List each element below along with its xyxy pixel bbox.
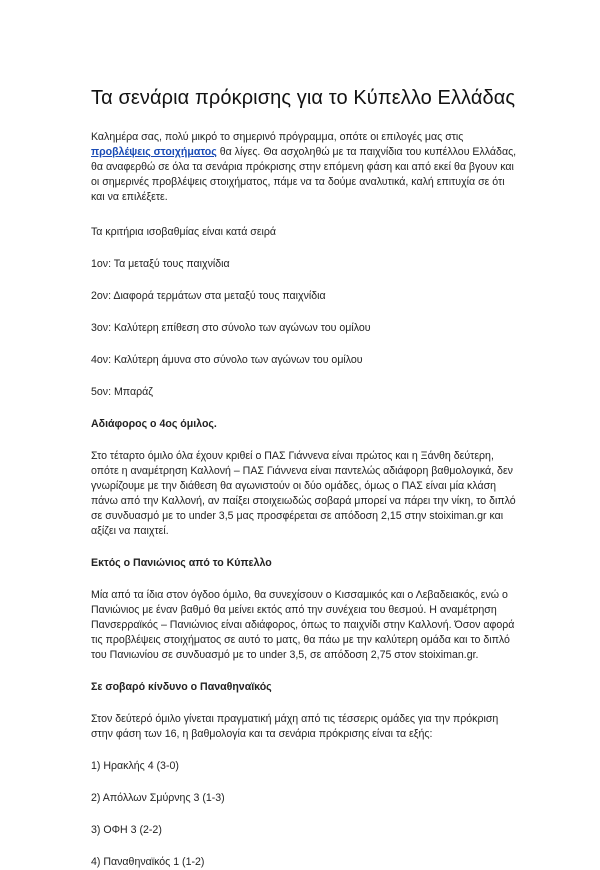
criteria-lead: Τα κριτήρια ισοβαθμίας είναι κατά σειρά xyxy=(91,226,277,238)
section-body: Στο τέταρτο όμιλο όλα έχουν κριθεί ο ΠΑΣ Γιάννενα είναι πρώτος και η Ξάνθη δεύτερη, οπότε η αναμέτρηση Καλλονή – ΠΑΣ Γιάννενα είναι παντελώς αδιάφορη βαθμολογικά, δεν γνωρίζουμε με την διάθεση θα αγωνιστούν οι δύο ομάδες, όμως ο ΠΑΣ είναι μία κλάση πάνω από την Καλλονή, αν παίξει στοιχειωδώς σοβαρά μπορεί να πάρει την νίκη, το διπλό σε συνδυασμό με το under 3,5 μας προσφέρεται σε απόδοση 2,15 στην stoiximan.gr και αξίζει να παιχτεί. xyxy=(91,450,516,537)
standings-item: 4) Παναθηναϊκός 1 (1-2) xyxy=(91,856,205,868)
criteria-item: 2ον: Διαφορά τερμάτων στα μεταξύ τους παιχνίδια xyxy=(91,290,326,302)
intro-text-start: Καλημέρα σας, πολύ μικρό το σημερινό πρόγραμμα, οπότε οι επιλογές μας στις xyxy=(91,131,464,143)
intro-paragraph xyxy=(91,130,520,205)
section-heading: Σε σοβαρό κίνδυνο ο Παναθηναϊκός xyxy=(91,681,272,693)
standings-item: 3) ΟΦΗ 3 (2-2) xyxy=(91,824,162,836)
section-heading: Εκτός ο Πανιώνιος από το Κύπελλο xyxy=(91,557,272,569)
criteria-item: 1ον: Τα μεταξύ τους παιχνίδια xyxy=(91,258,230,270)
intro-text-end: θα λίγες. Θα ασχοληθώ με τα παιχνίδια του κυπέλλου Ελλάδας, θα αναφερθώ σε όλα τα σενάρια πρόκρισης στην επόμενη φάση και από εκεί θα βγουν και οι σημερινές προβλέψεις στοιχήματος, πάμε να τα δούμε αναλυτικά, καλή επιτυχία σε ότι και να επιλέξετε. xyxy=(91,146,517,203)
standings-item: 1) Ηρακλής 4 (3-0) xyxy=(91,760,179,772)
section-body: Μία από τα ίδια στον όγδοο όμιλο, θα συνεχίσουν ο Κισσαμικός και ο Λεβαδειακός, ενώ ο Πανιώνιος με έναν βαθμό θα μείνει εκτός από την συνέχεια του θεσμού. Η αναμέτρηση Πανσερραϊκός – Πανιώνιος είναι αδιάφορος, όπως το παιχνίδι στην Καλλονή. Όσον αφορά τις προβλέψεις στοιχήματος σε αυτό το ματς, θα πάω με την καλύτερη ομάδα και το διπλό του Πανιωνίου σε συνδυασμό με το under 3,5, σε απόδοση 2,75 στον stoiximan.gr. xyxy=(91,589,515,661)
criteria-item: 3ον: Καλύτερη επίθεση στο σύνολο των αγώνων του ομίλου xyxy=(91,322,371,334)
section-body: Στον δεύτερό όμιλο γίνεται πραγματική μάχη από τις τέσσερις ομάδες για την πρόκριση στην φάση των 16, η βαθμολογία και τα σενάρια πρόκρισης είναι τα εξής: xyxy=(91,713,499,740)
standings-item: 2) Απόλλων Σμύρνης 3 (1-3) xyxy=(91,792,225,804)
betting-predictions-link[interactable]: προβλέψεις στοιχήματος xyxy=(91,146,217,158)
section-heading: Αδιάφορος ο 4ος όμιλος. xyxy=(91,418,217,430)
criteria-item: 4ον: Καλύτερη άμυνα στο σύνολο των αγώνων του ομίλου xyxy=(91,354,363,366)
page-title: Τα σενάρια πρόκρισης για το Κύπελλο Ελλάδας xyxy=(91,87,516,109)
criteria-item: 5ον: Μπαράζ xyxy=(91,386,153,398)
